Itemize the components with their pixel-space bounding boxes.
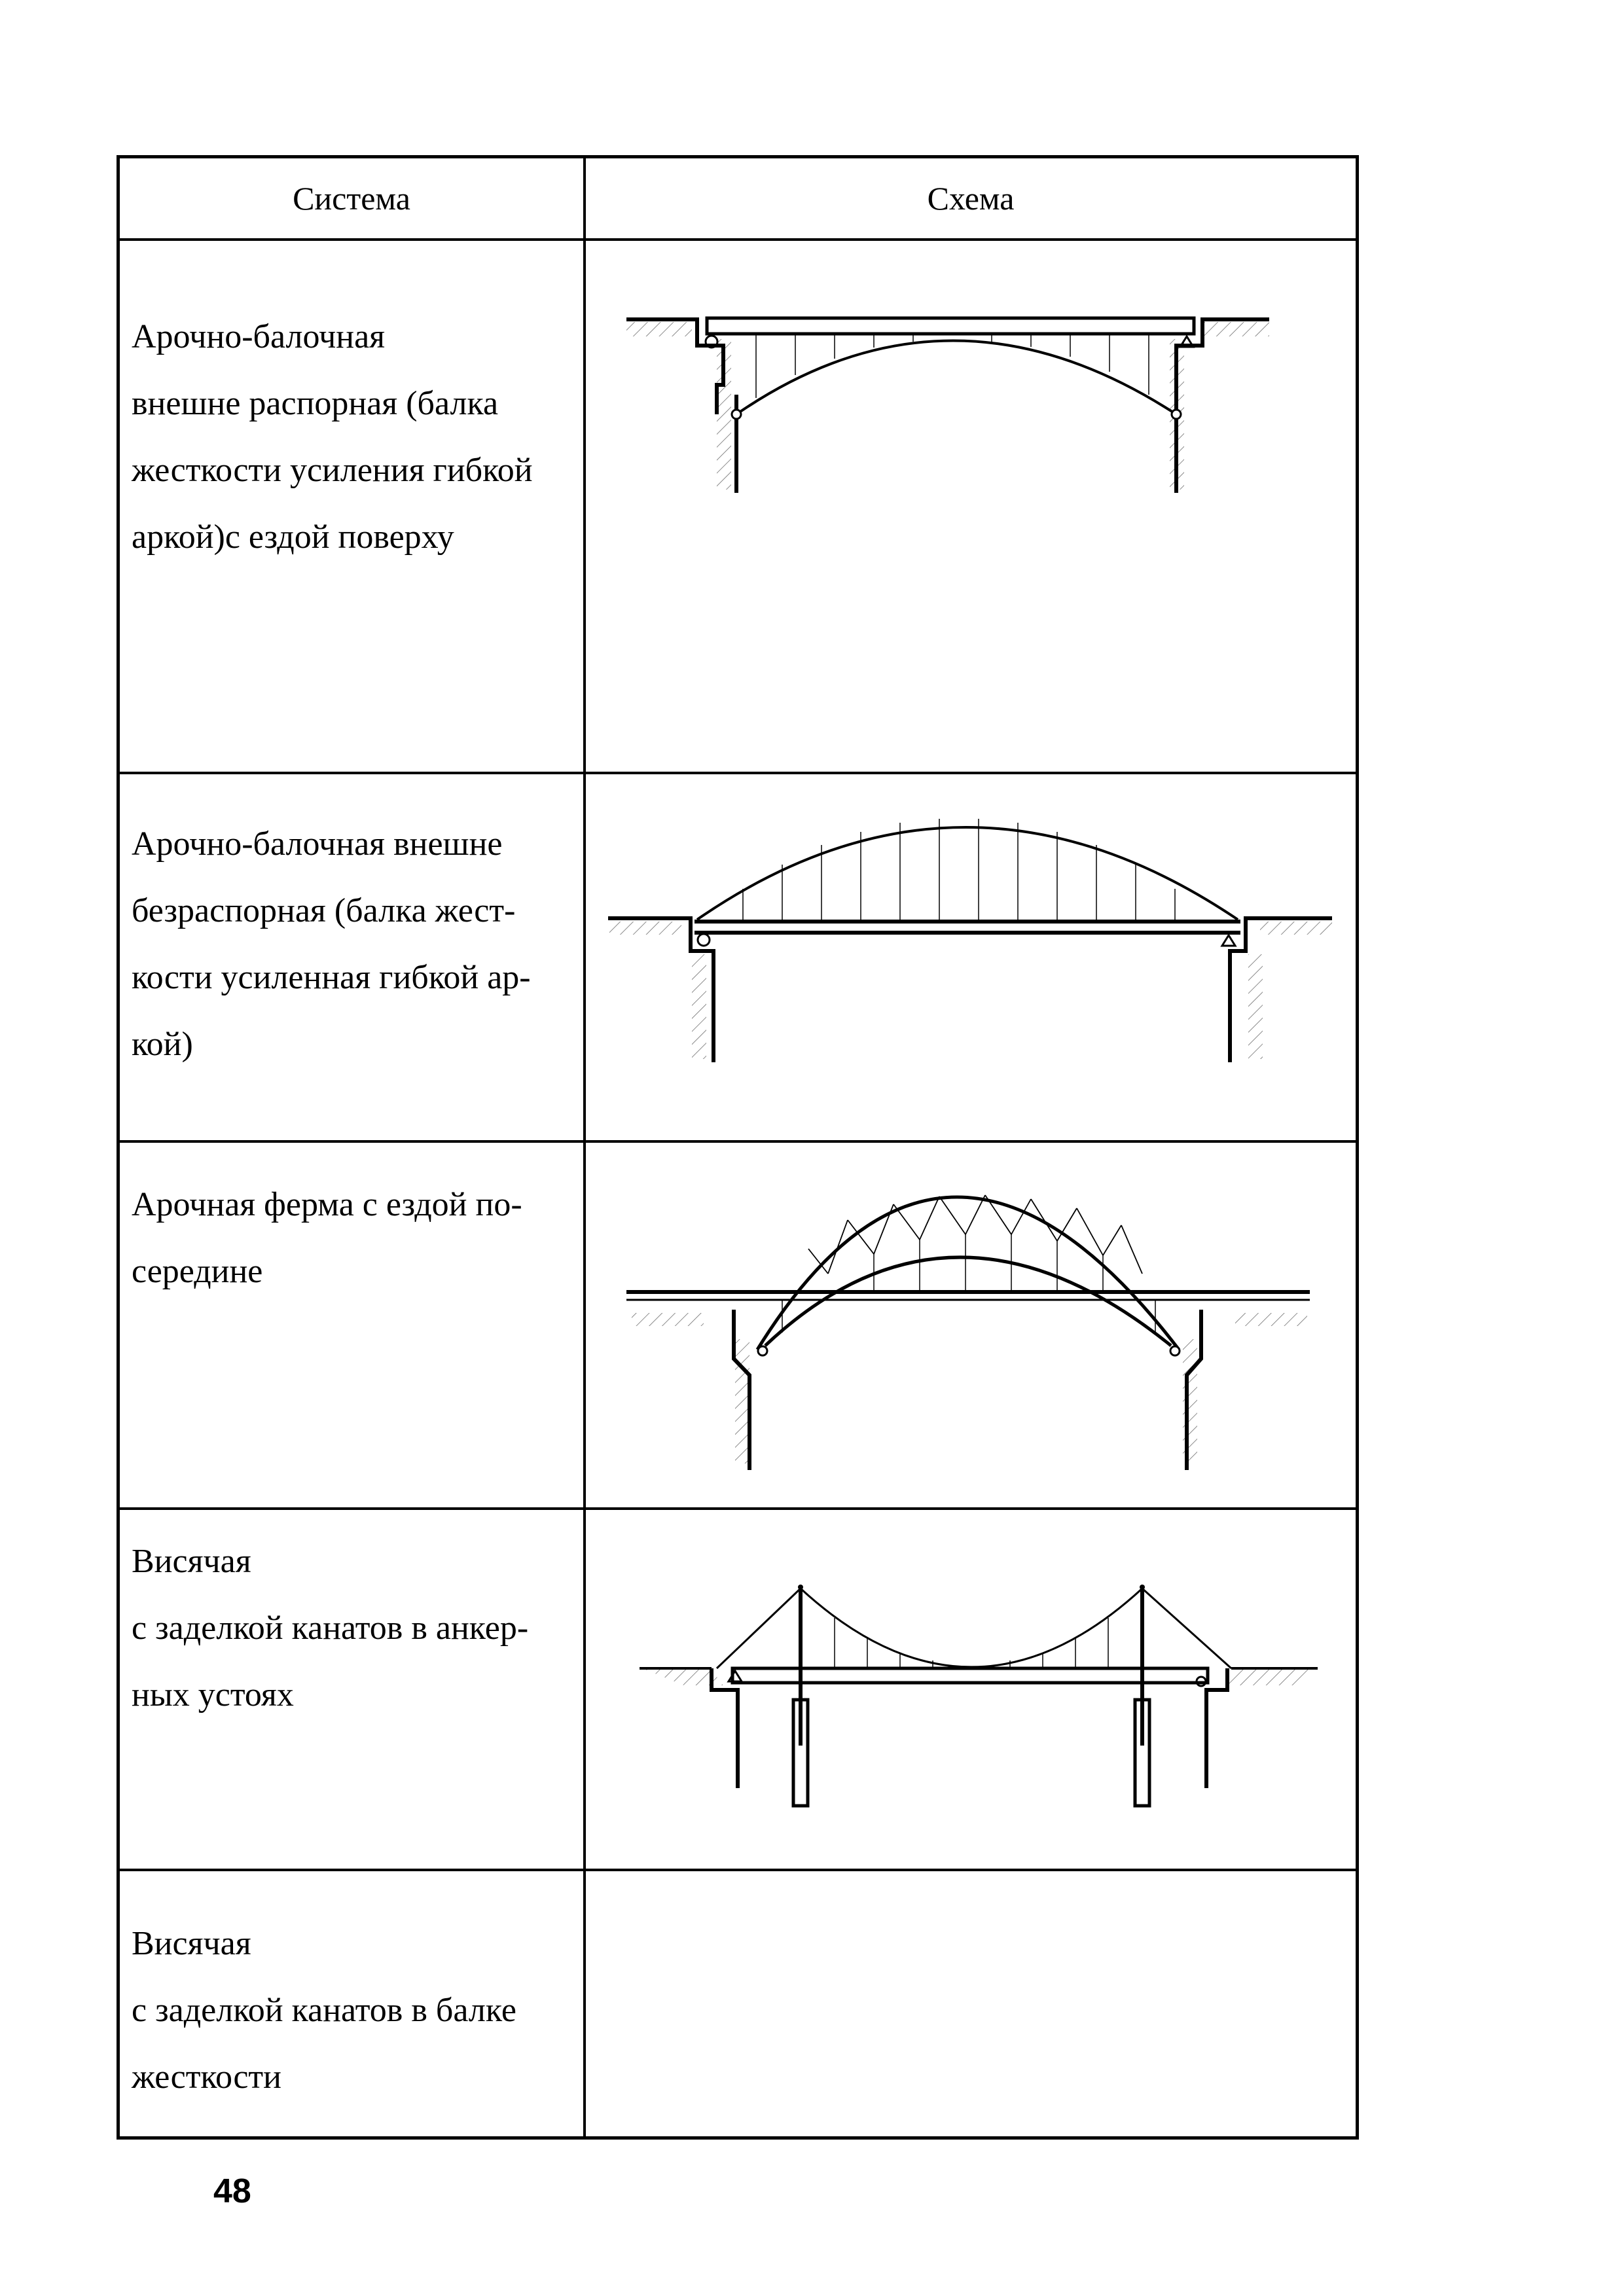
system-name: Арочная ферма с ездой по- середине [132, 1186, 522, 1290]
deck-arch-beam-icon [586, 241, 1356, 772]
header-scheme-cell [586, 158, 1356, 238]
table-row [120, 1510, 1356, 1871]
half-through-truss-arch-icon [586, 1143, 1356, 1507]
header-system-label: Система [293, 180, 410, 217]
table-header-row [120, 158, 1356, 241]
system-name: Висячая с заделкой канатов в балке жесткости [132, 1925, 516, 2096]
system-name: Висячая с заделкой канатов в анкер- ных устоях [132, 1543, 529, 1713]
empty-scheme-cell [586, 1871, 1356, 2136]
table-row [120, 241, 1356, 774]
header-system-cell [120, 158, 586, 238]
earth-anchored-suspension-icon [586, 1510, 1356, 1869]
system-name: Арочно-балочная внешне распорная (балка жесткости усиления гибкой аркой)с ездой поверху [132, 318, 533, 556]
table-row [120, 774, 1356, 1143]
system-name: Арочно-балочная внешне безраспорная (балка жест- кости усиленная гибкой ар- кой) [132, 825, 531, 1063]
header-scheme-label: Схема [927, 180, 1015, 217]
page-number: 48 [213, 2172, 251, 2210]
table-row [120, 1871, 1356, 2136]
tied-arch-icon [586, 774, 1356, 1140]
bridge-systems-table [117, 155, 1359, 2140]
table-row [120, 1143, 1356, 1510]
